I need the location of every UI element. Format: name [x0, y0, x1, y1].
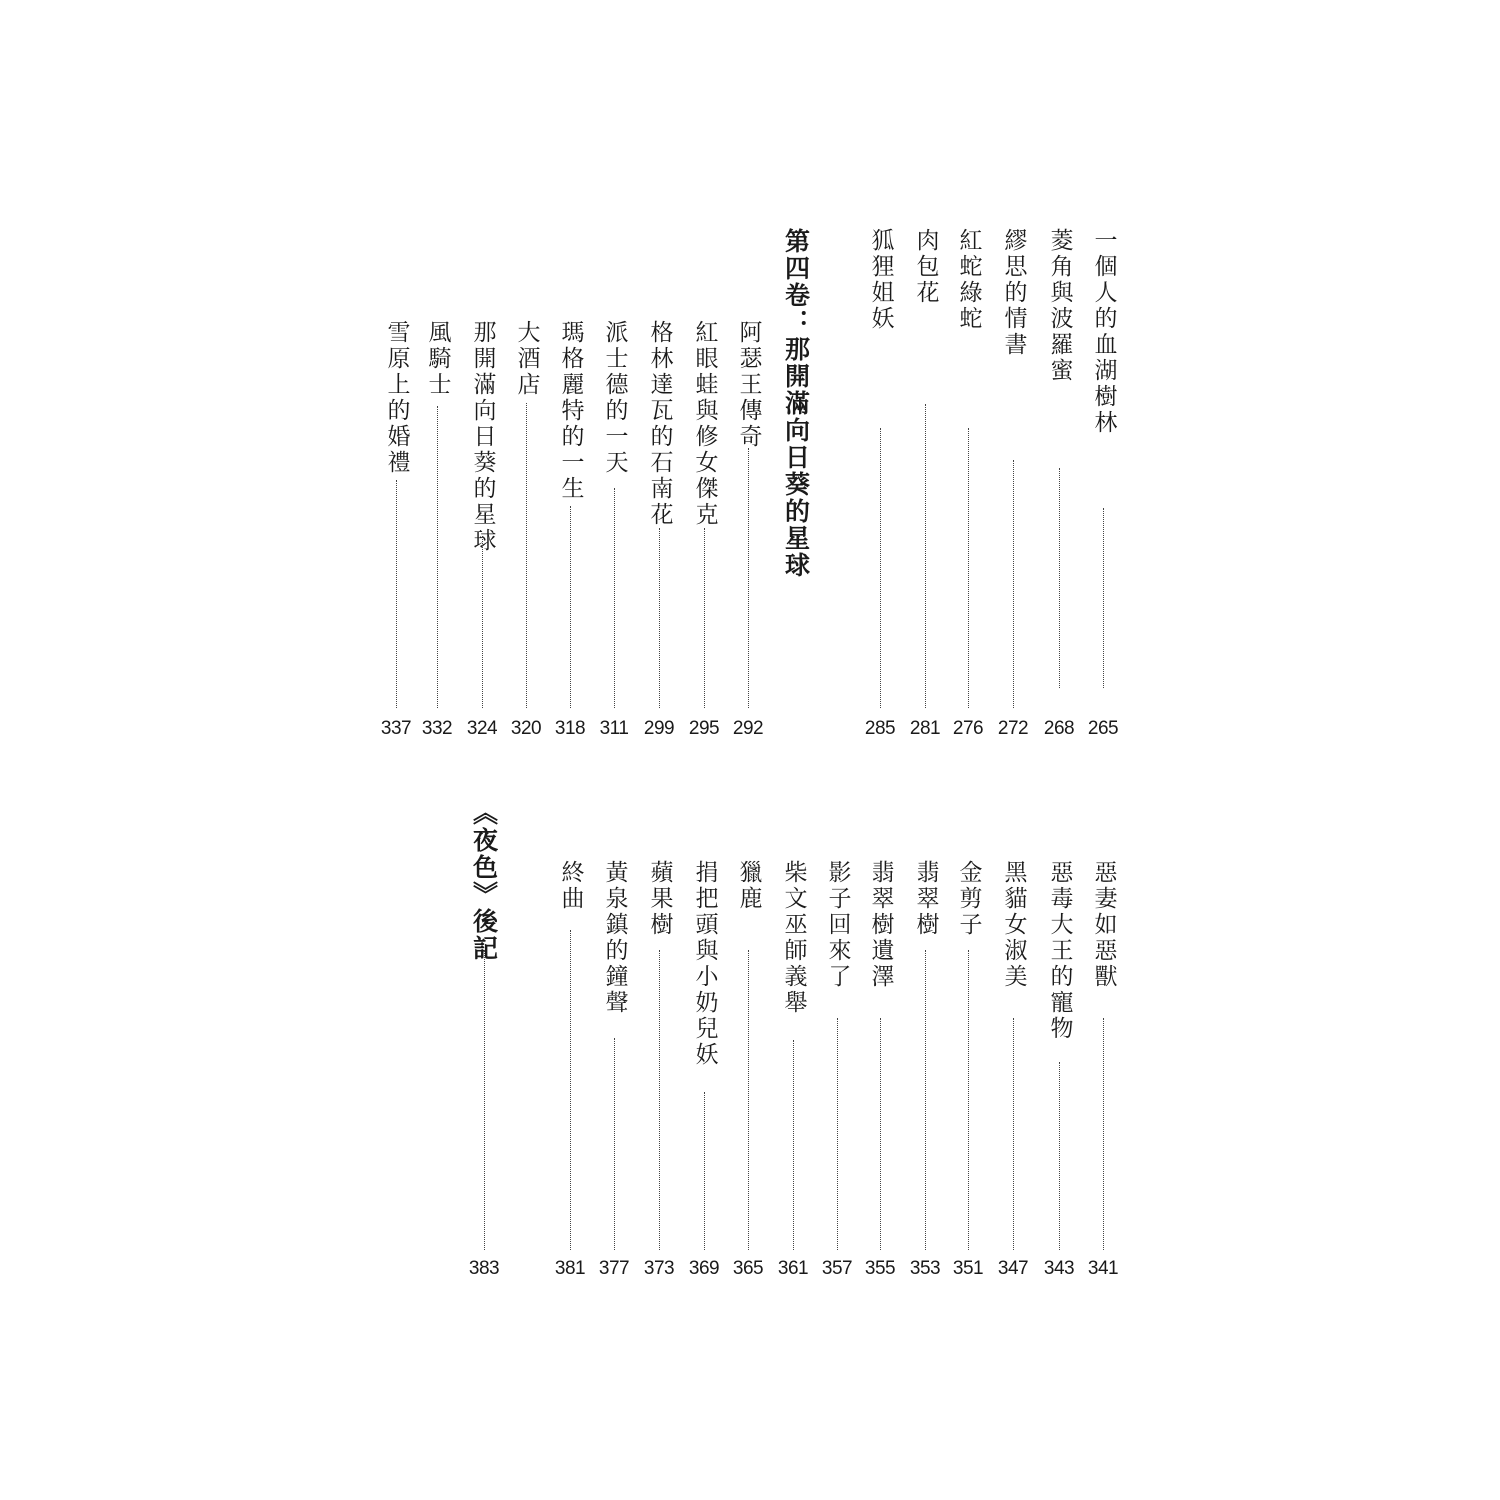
toc-entry-title: 肉包花 [912, 228, 939, 306]
toc-entry-title: 蘋果樹 [646, 860, 673, 938]
toc-entry-title: 狐狸姐妖 [867, 228, 894, 332]
toc-entry-page: 353 [909, 1258, 941, 1279]
dot-leader [1059, 468, 1060, 688]
toc-entry[interactable] [1039, 228, 1079, 740]
toc-entry[interactable] [860, 228, 900, 740]
toc-entry-page: 365 [732, 1258, 764, 1279]
dot-leader [880, 428, 881, 708]
toc-entry[interactable] [462, 228, 502, 740]
toc-entry-page: 341 [1087, 1258, 1119, 1279]
toc-entry-page: 268 [1043, 718, 1075, 739]
toc-entry-page: 343 [1043, 1258, 1075, 1279]
toc-entry[interactable] [993, 228, 1033, 740]
toc-entry-title: 紅眼蛙與修女傑克 [691, 320, 718, 528]
toc-entry-page: 337 [380, 718, 412, 739]
toc-entry-title: 一個人的血湖樹林 [1090, 228, 1117, 436]
toc-entry-title: 影子回來了 [824, 860, 851, 990]
dot-leader [704, 1092, 705, 1250]
toc-entry-title: 惡妻如惡獸 [1090, 860, 1117, 990]
toc-entry-title: 惡毒大王的寵物 [1046, 860, 1073, 1042]
toc-entry-title: 瑪格麗特的一生 [557, 320, 584, 502]
toc-entry-page: 265 [1087, 718, 1119, 739]
toc-entry-page: 324 [466, 718, 498, 739]
dot-leader [614, 1038, 615, 1250]
volume-heading [776, 228, 816, 740]
toc-entry-title: 派士德的一天 [601, 320, 628, 476]
toc-entry-title: 柴文巫師義舉 [780, 860, 807, 1016]
dot-leader [968, 950, 969, 1250]
toc-entry[interactable] [594, 800, 634, 1280]
volume-heading-text: 第四卷：那開滿向日葵的星球 [781, 228, 811, 579]
toc-entry-page: 272 [997, 718, 1029, 739]
toc-entry-title: 獵鹿 [735, 860, 762, 912]
toc-entry[interactable] [1039, 800, 1079, 1280]
toc-entry[interactable] [684, 228, 724, 740]
toc-entry-page: 351 [952, 1258, 984, 1279]
toc-entry-title: 雪原上的婚禮 [383, 320, 410, 476]
toc-entry-title: 捐把頭與小奶兒妖 [691, 860, 718, 1068]
toc-entry-title: 菱角與波羅蜜 [1046, 228, 1073, 384]
dot-leader [437, 406, 438, 708]
toc-entry[interactable] [506, 228, 546, 740]
toc-entry-title: 翡翠樹遺澤 [867, 860, 894, 990]
toc-entry-page: 299 [643, 718, 675, 739]
toc-entry[interactable] [684, 800, 724, 1280]
dot-leader [1013, 460, 1014, 708]
toc-entry[interactable] [948, 800, 988, 1280]
toc-entry-page: 281 [909, 718, 941, 739]
toc-entry-title: 黃泉鎮的鐘聲 [601, 860, 628, 1016]
toc-entry-title: 繆思的情書 [1000, 228, 1027, 358]
toc-block-bottom [0, 800, 1500, 1280]
toc-entry-page: 318 [554, 718, 586, 739]
toc-entry-title: 格林達瓦的石南花 [646, 320, 673, 528]
toc-entry-page: 347 [997, 1258, 1029, 1279]
toc-entry-page: 357 [821, 1258, 853, 1279]
dot-leader [925, 950, 926, 1250]
toc-block-top [0, 228, 1500, 740]
toc-entry[interactable] [376, 228, 416, 740]
dot-leader [484, 950, 485, 1250]
toc-entry-page: 369 [688, 1258, 720, 1279]
dot-leader [1059, 1062, 1060, 1250]
toc-entry[interactable] [773, 800, 813, 1280]
toc-entry[interactable] [417, 228, 457, 740]
toc-entry[interactable] [1083, 228, 1123, 740]
toc-entry-page: 373 [643, 1258, 675, 1279]
dot-leader [570, 930, 571, 1250]
toc-entry-page: 276 [952, 718, 984, 739]
toc-entry-title: 大酒店 [513, 320, 540, 398]
toc-entry-page: 285 [864, 718, 896, 739]
toc-entry[interactable] [594, 228, 634, 740]
toc-entry[interactable] [639, 800, 679, 1280]
toc-entry[interactable] [905, 800, 945, 1280]
dot-leader [837, 1018, 838, 1250]
dot-leader [526, 403, 527, 708]
dot-leader [570, 506, 571, 708]
toc-entry-title: 黑貓女淑美 [1000, 860, 1027, 990]
toc-entry-afterword[interactable] [464, 800, 504, 1280]
toc-entry[interactable] [550, 800, 590, 1280]
dot-leader [968, 428, 969, 708]
toc-entry-title: 阿瑟王傳奇 [735, 320, 762, 450]
dot-leader [748, 448, 749, 708]
toc-entry-title: 終曲 [557, 860, 584, 912]
dot-leader [1103, 1018, 1104, 1250]
toc-entry[interactable] [550, 228, 590, 740]
toc-entry[interactable] [905, 228, 945, 740]
dot-leader [659, 528, 660, 708]
toc-entry-page: 377 [598, 1258, 630, 1279]
toc-entry[interactable] [860, 800, 900, 1280]
toc-entry-page: 383 [468, 1258, 500, 1279]
dot-leader [614, 488, 615, 708]
toc-entry-page: 295 [688, 718, 720, 739]
dot-leader [748, 950, 749, 1250]
dot-leader [1103, 508, 1104, 688]
dot-leader [793, 1040, 794, 1250]
toc-entry[interactable] [639, 228, 679, 740]
dot-leader [396, 480, 397, 708]
toc-entry[interactable] [948, 228, 988, 740]
toc-entry-title: 風騎士 [424, 320, 451, 398]
dot-leader [925, 404, 926, 708]
dot-leader [659, 950, 660, 1250]
toc-entry-page: 292 [732, 718, 764, 739]
toc-entry-title: 那開滿向日葵的星球 [469, 320, 496, 554]
toc-entry-title: 金剪子 [955, 860, 982, 938]
dot-leader [704, 528, 705, 708]
toc-entry-page: 381 [554, 1258, 586, 1279]
dot-leader [482, 536, 483, 708]
toc-entry-title: 翡翠樹 [912, 860, 939, 938]
toc-entry[interactable] [993, 800, 1033, 1280]
toc-entry-page: 361 [777, 1258, 809, 1279]
toc-entry[interactable] [817, 800, 857, 1280]
toc-entry-page: 332 [421, 718, 453, 739]
toc-entry-page: 311 [599, 718, 629, 739]
toc-entry[interactable] [1083, 800, 1123, 1280]
toc-entry-title: 《夜色》後記 [469, 800, 499, 962]
toc-entry[interactable] [728, 228, 768, 740]
toc-entry-title: 紅蛇綠蛇 [955, 228, 982, 332]
toc-entry[interactable] [728, 800, 768, 1280]
toc-entry-page: 355 [864, 1258, 896, 1279]
dot-leader [1013, 1018, 1014, 1250]
dot-leader [880, 1018, 881, 1250]
toc-entry-page: 320 [510, 718, 542, 739]
